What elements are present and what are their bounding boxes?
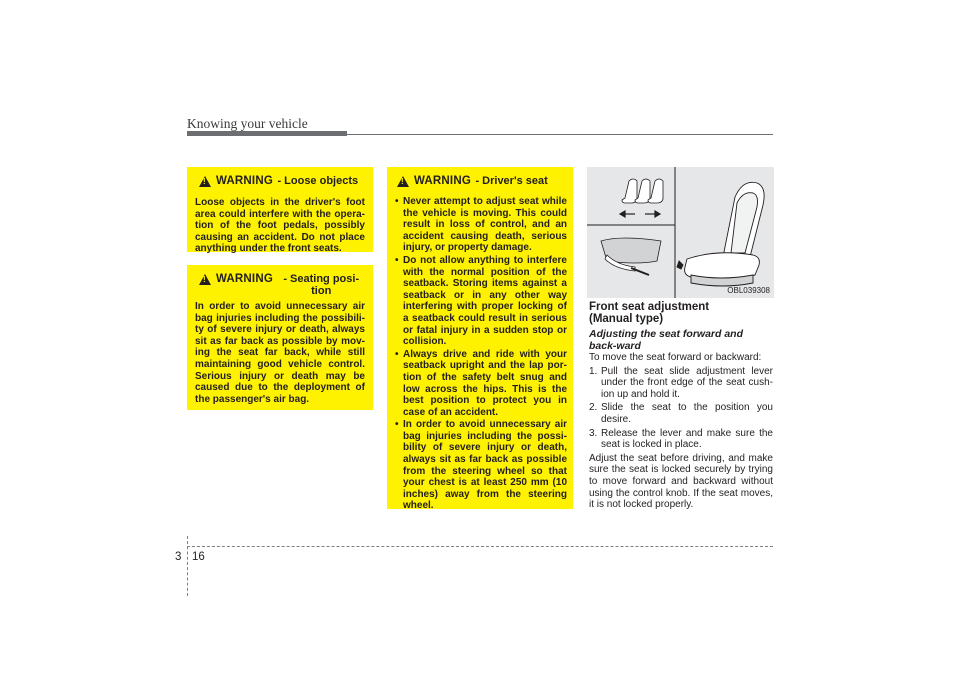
page-number: 16 <box>192 551 205 563</box>
front-seat-adjustment-section <box>589 301 773 511</box>
chapter-number: 3 <box>175 551 182 563</box>
warning-bullet: • Always drive and ride with your seatback upright and the lap por-tion of the safety belt snug and low across the hips. This is the best position to protect you in case of an accident. <box>393 349 567 419</box>
warning-subject: - Driver's seat <box>475 175 548 187</box>
warning-triangle-icon <box>199 176 211 187</box>
section-title-type: (Manual type) <box>589 313 664 325</box>
step-number: 3. <box>589 427 598 439</box>
step-text: Slide the seat to the position you desire. <box>601 402 773 425</box>
warning-triangle-icon <box>397 176 409 187</box>
warning-bullet: • Never attempt to adjust seat while the vehicle is moving. This could result in loss of control, and an accident causing death, serious injury, or property damage. <box>393 196 567 254</box>
warning-subject: - Loose objects <box>277 175 359 187</box>
warning-word: WARNING <box>414 175 471 187</box>
header-bar <box>187 131 347 136</box>
warning-word: WARNING <box>216 175 273 187</box>
warning-seating-position <box>187 265 373 410</box>
warning-subject: - Seating posi-tion <box>283 273 360 297</box>
step-number: 2. <box>589 402 598 414</box>
footer-rule <box>187 546 773 547</box>
section-intro: To move the seat forward or backward: <box>589 352 762 363</box>
warning-body: In order to avoid unnecessary air bag injuries including the possibili-ty of severe injury or death, always sit as far back as possible by mov-ing the seat far back, while still maintaining good vehicle control. Serious injury or death may be caused due to the deployment of the passenger's air bag. <box>195 301 365 405</box>
seat-side-view-icon <box>677 182 764 286</box>
section-closing: Adjust the seat before driving, and make sure the seat is locked securely by trying to move forward and backward without using the control knob. If the seat moves, it is not locked properly. <box>589 452 773 511</box>
warning-drivers-seat <box>387 167 573 512</box>
warning-title <box>195 175 365 193</box>
step-text: Release the lever and make sure the seat is locked in place. <box>601 427 773 451</box>
figure-code: OBL039308 <box>727 286 770 295</box>
step-number: 1. <box>589 365 598 377</box>
step-item <box>589 402 773 425</box>
warning-title <box>393 175 567 193</box>
seat-position-icon <box>622 179 663 203</box>
warning-bullet: • In order to avoid unnecessary air bag injuries including the possi-bility of severe injury or death, always sit as far back as possible from the steering wheel so that your chest is at least 250 mm (10 inches) away from the steering wheel. <box>393 419 567 512</box>
section-title: Front seat adjustment <box>589 301 710 313</box>
lever-closeup-icon <box>601 238 661 275</box>
warning-bullet-list <box>393 196 567 512</box>
footer-divider <box>187 536 188 596</box>
warning-title <box>195 273 365 297</box>
step-text: Pull the seat slide adjustment lever under the front edge of the seat cush-ion up and hold it. <box>601 365 773 400</box>
warning-body: Loose objects in the driver's foot area could interfere with the opera-tion of the foot pedals, possibly causing an accident. Do not place anything under the front seats. <box>195 197 365 255</box>
step-item <box>589 428 773 451</box>
seat-illustration <box>587 167 774 298</box>
header-title: Knowing your vehicle <box>187 116 308 131</box>
steps-list <box>589 366 773 451</box>
header-rule <box>347 134 773 135</box>
step-item <box>589 366 773 401</box>
forward-backward-arrows-icon <box>620 211 660 217</box>
warning-loose-objects <box>187 167 373 255</box>
section-subtitle: Adjusting the seat forward and back-ward <box>589 328 744 352</box>
warning-bullet: • Do not allow anything to interfere with the normal position of the seatback. Storing items against a seatback or in any other way interfering with proper locking of a seatback could result in serious or fatal injury in a sudden stop or collision. <box>393 255 567 348</box>
warning-word: WARNING <box>216 273 273 285</box>
warning-triangle-icon <box>199 274 211 285</box>
seat-adjustment-figure <box>587 167 774 298</box>
